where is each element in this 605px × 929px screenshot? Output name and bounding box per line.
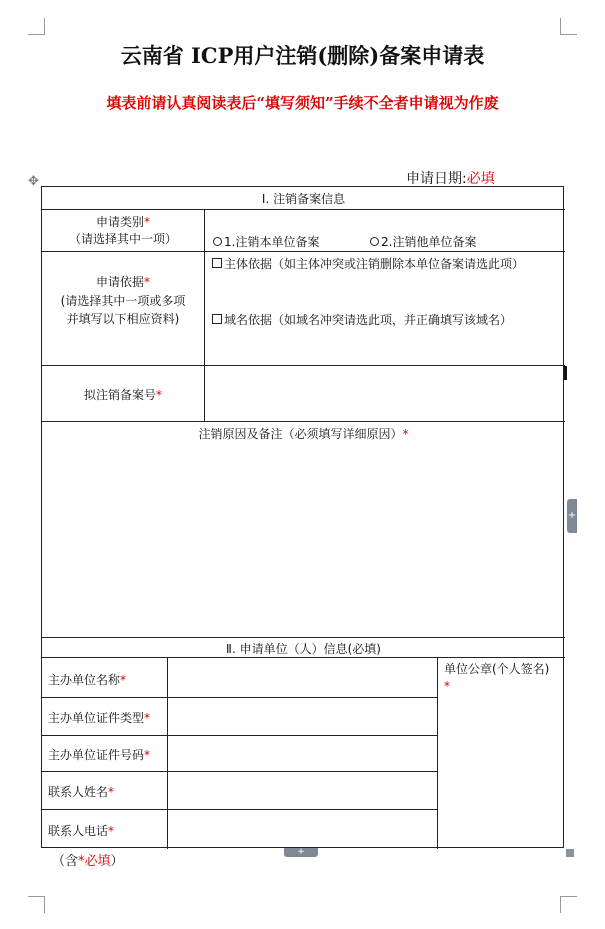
contact-name-label: 联系人姓名* — [48, 785, 115, 799]
radio-circle-icon[interactable] — [370, 237, 379, 246]
type-label: 申请类别* — [95, 215, 150, 229]
seal-label: 单位公章(个人签名) — [444, 662, 550, 676]
basis-domain-option[interactable]: 域名依据（如域名冲突请选此项，并正确填写该域名） — [212, 311, 512, 328]
option-cancel-own[interactable]: 1.注销本单位备案 — [213, 233, 319, 250]
org-cert-number-label: 主办单位证件号码* — [48, 748, 151, 762]
radio-circle-icon[interactable] — [213, 237, 222, 246]
section1-header: Ⅰ. 注销备案信息 — [261, 192, 346, 206]
move-handle-icon[interactable]: ✥ — [28, 174, 39, 189]
basis-main-option[interactable]: 主体依据（如主体冲突或注销删除本单位备案请选此项） — [212, 255, 524, 272]
record-number-label: 拟注销备案号* — [83, 388, 162, 402]
section2-header: Ⅱ. 申请单位（人）信息(必填) — [226, 642, 381, 656]
crop-mark-top-left — [28, 18, 45, 35]
text-cursor-mark — [564, 366, 567, 380]
basis-hint-1: (请选择其中一项或多项 — [60, 294, 186, 308]
required-footnote: （含*必填） — [52, 854, 124, 869]
checkbox-icon[interactable] — [212, 314, 222, 324]
document-title: 云南省 ICP用户注销(删除)备案申请表 — [120, 43, 485, 68]
crop-mark-bottom-left — [28, 896, 45, 913]
org-cert-type-label: 主办单位证件类型* — [48, 711, 151, 725]
fill-notice: 填表前请认真阅读表后“填写须知”手续不全者申请视为作废 — [106, 94, 499, 112]
reason-label: 注销原因及备注（必须填写详细原因）* — [198, 427, 409, 441]
date-label: 申请日期: — [406, 171, 467, 187]
org-name-label: 主办单位名称* — [48, 673, 127, 687]
type-hint: （请选择其中一项） — [68, 232, 177, 246]
checkbox-icon[interactable] — [212, 258, 222, 268]
application-form-table — [41, 186, 564, 848]
expand-plus-icon[interactable]: + — [567, 499, 577, 533]
basis-label: 申请依据* — [95, 275, 150, 289]
contact-phone-label: 联系人电话* — [48, 824, 115, 838]
crop-mark-bottom-right — [560, 896, 577, 913]
seal-required-mark: * — [444, 679, 450, 693]
crop-mark-top-right — [560, 18, 577, 35]
option-cancel-other[interactable]: 2.注销他单位备案 — [370, 233, 476, 250]
table-resize-handle[interactable] — [566, 849, 574, 857]
date-required-field[interactable]: 必填 — [466, 171, 495, 187]
basis-hint-2: 并填写以下相应资料) — [66, 312, 180, 326]
add-row-plus-icon[interactable]: + — [284, 848, 318, 857]
application-date — [406, 168, 495, 188]
